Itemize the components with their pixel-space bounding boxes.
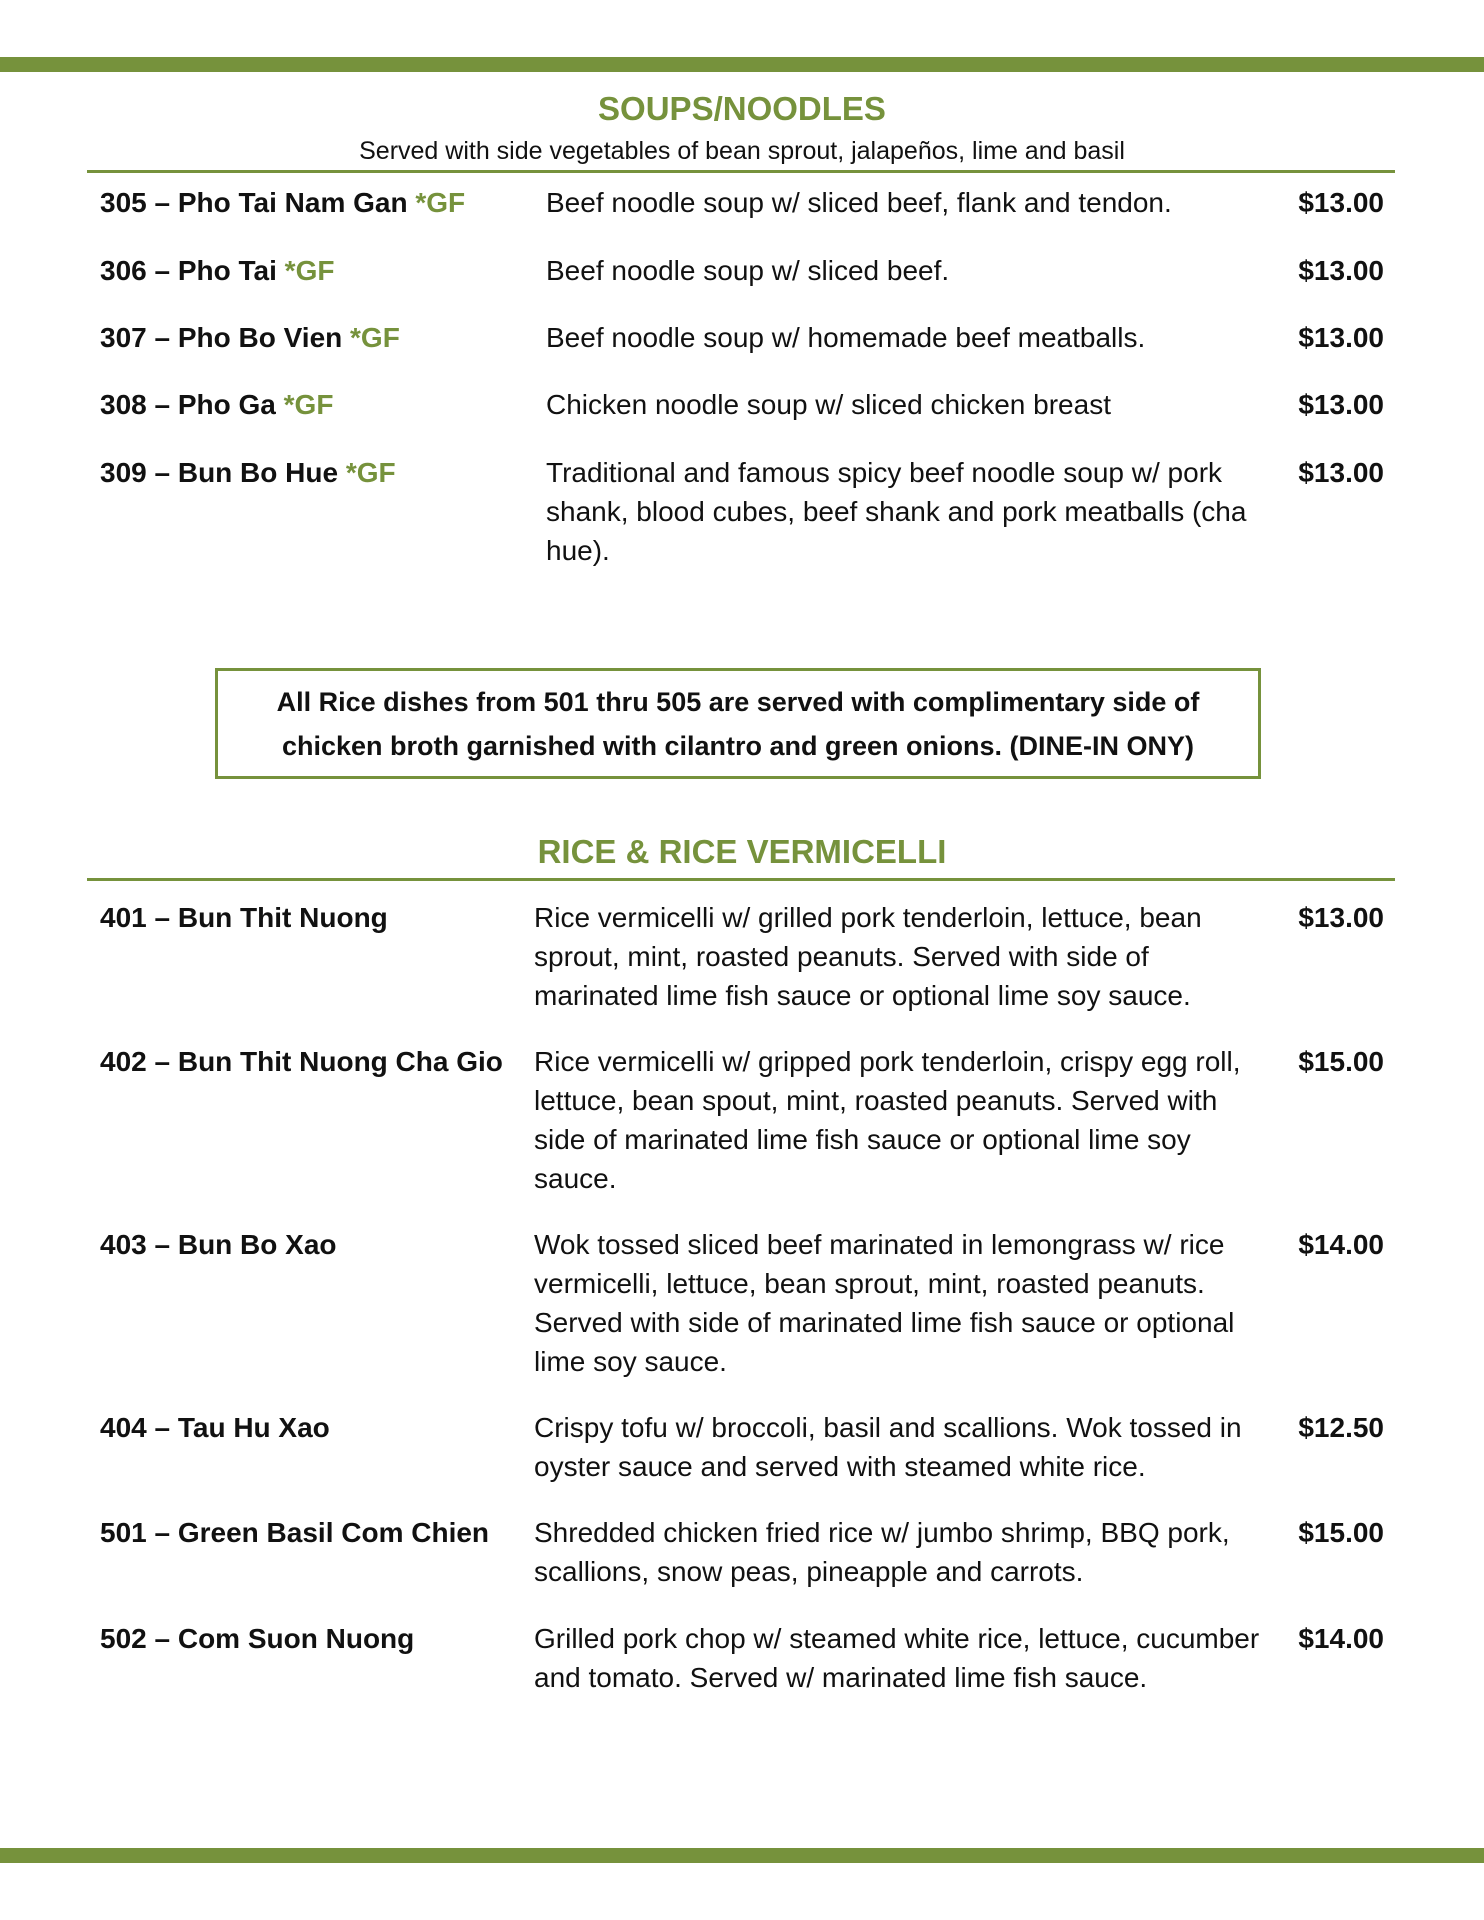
item-price: $14.00	[1298, 1623, 1384, 1654]
item-description: Grilled pork chop w/ steamed white rice, lettuce, cucumber and tomato. Served w/ marinated lime fish sauce.	[534, 1623, 1260, 1693]
item-price: $13.00	[1298, 187, 1384, 218]
item-price: $12.50	[1298, 1412, 1384, 1443]
item-name: 502 – Com Suon Nuong	[100, 1623, 415, 1654]
item-description: Beef noodle soup w/ homemade beef meatballs.	[546, 322, 1146, 353]
gluten-free-tag: *GF	[284, 255, 335, 286]
item-price: $13.00	[1298, 457, 1384, 488]
item-price: $13.00	[1298, 255, 1384, 286]
item-description: Chicken noodle soup w/ sliced chicken breast	[546, 389, 1111, 420]
gluten-free-tag: *GF	[350, 322, 400, 353]
item-name: 308 – Pho Ga *GF	[100, 389, 334, 420]
item-price: $13.00	[1298, 389, 1384, 420]
item-name: 306 – Pho Tai *GF	[100, 255, 335, 286]
item-description: Wok tossed sliced beef marinated in lemongrass w/ rice vermicelli, lettuce, bean sprout, mint, roasted peanuts. Served with side of marinated lime fish sauce or optional lime soy sauce.	[534, 1229, 1235, 1377]
item-price: $13.00	[1298, 322, 1384, 353]
top-accent-bar	[0, 57, 1484, 72]
item-description: Shredded chicken fried rice w/ jumbo shrimp, BBQ pork, scallions, snow peas, pineapple and carrots.	[534, 1517, 1230, 1587]
item-name: 309 – Bun Bo Hue *GF	[100, 457, 396, 488]
item-name: 404 – Tau Hu Xao	[100, 1412, 330, 1443]
item-description: Rice vermicelli w/ grilled pork tenderloin, lettuce, bean sprout, mint, roasted peanuts. Served with side of marinated lime fish sauce or optional lime soy sauce.	[534, 902, 1202, 1011]
item-name: 403 – Bun Bo Xao	[100, 1229, 337, 1260]
item-description: Beef noodle soup w/ sliced beef, flank and tendon.	[546, 187, 1172, 218]
soups-subtitle: Served with side vegetables of bean sprout, jalapeños, lime and basil	[359, 137, 1125, 165]
bottom-accent-bar	[0, 1848, 1484, 1863]
gluten-free-tag: *GF	[415, 187, 466, 218]
item-name: 501 – Green Basil Com Chien	[100, 1517, 490, 1548]
gluten-free-tag: *GF	[283, 389, 334, 420]
item-price: $14.00	[1298, 1229, 1384, 1260]
item-price: $15.00	[1298, 1046, 1384, 1077]
soups-divider	[87, 170, 1395, 173]
item-name: 401 – Bun Thit Nuong	[100, 902, 388, 933]
item-name: 307 – Pho Bo Vien *GF	[100, 322, 400, 353]
dine-in-notice: All Rice dishes from 501 thru 505 are served with complimentary side of chicken broth garnished with cilantro and green onions. (DINE-IN ONY)	[215, 668, 1261, 779]
gluten-free-tag: *GF	[345, 457, 396, 488]
item-name: 402 – Bun Thit Nuong Cha Gio	[100, 1046, 503, 1077]
item-description: Crispy tofu w/ broccoli, basil and scallions. Wok tossed in oyster sauce and served with steamed white rice.	[534, 1412, 1242, 1482]
item-description: Rice vermicelli w/ gripped pork tenderloin, crispy egg roll, lettuce, bean spout, mint, roasted peanuts. Served with side of marinated lime fish sauce or optional lime soy sauce.	[534, 1046, 1241, 1194]
item-description: Beef noodle soup w/ sliced beef.	[546, 255, 950, 286]
item-price: $13.00	[1298, 902, 1384, 933]
soups-section-title: SOUPS/NOODLES	[598, 90, 886, 127]
item-price: $15.00	[1298, 1517, 1384, 1548]
item-name: 305 – Pho Tai Nam Gan *GF	[100, 187, 466, 218]
item-description: Traditional and famous spicy beef noodle soup w/ pork shank, blood cubes, beef shank and pork meatballs (cha hue).	[546, 457, 1247, 566]
rice-divider	[87, 878, 1395, 881]
rice-section-title: RICE & RICE VERMICELLI	[537, 833, 947, 870]
